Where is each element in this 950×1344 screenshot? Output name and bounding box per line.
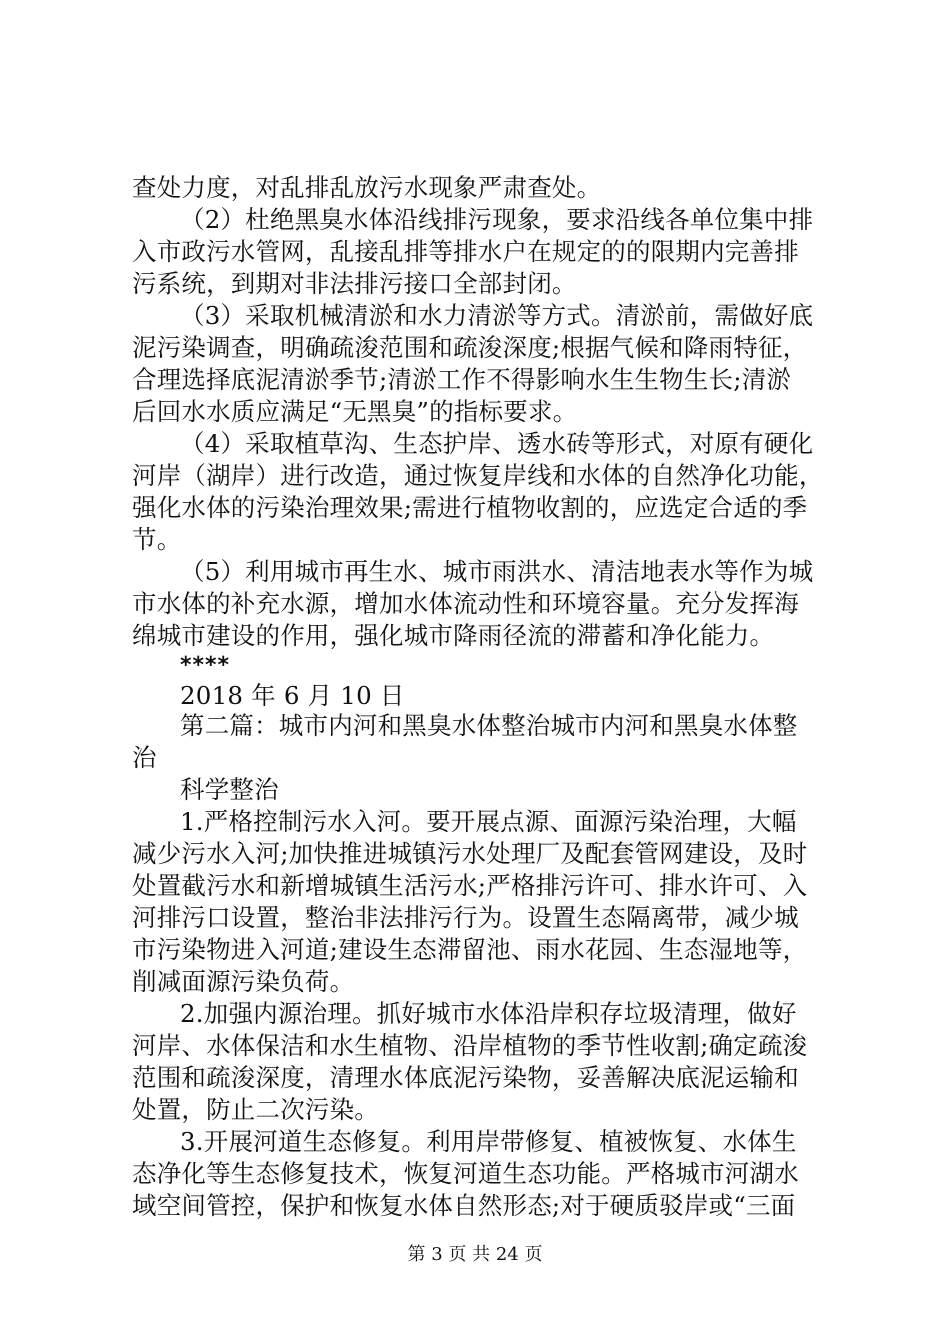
text-line: （3）采取机械清淤和水力清淤等方式。清淤前，需做好底 [180, 301, 814, 330]
text-line: 2.加强内源治理。抓好城市水体沿岸积存垃圾清理，做好 [180, 999, 797, 1028]
text-line: 绵城市建设的作用，强化城市降雨径流的滞蓄和净化能力。 [132, 621, 775, 650]
text-line: 削减面源污染负荷。 [132, 967, 355, 996]
text-line: 市水体的补充水源，增加水体流动性和环境容量。充分发挥海 [132, 589, 799, 618]
section-heading: 第二篇：城市内河和黑臭水体整治城市内河和黑臭水体整 [180, 711, 798, 740]
text-line: 后回水水质应满足“无黑臭”的指标要求。 [132, 397, 578, 426]
text-line: （2）杜绝黑臭水体沿线排污现象，要求沿线各单位集中排 [180, 205, 814, 234]
text-line: 市污染物进入河道;建设生态滞留池、雨水花园、生态湿地等， [132, 935, 808, 964]
section-heading-cont: 治 [132, 743, 157, 772]
text-line: 泥污染调查，明确疏浚范围和疏浚深度;根据气候和降雨特征， [132, 333, 808, 362]
text-line: 1.严格控制污水入河。要开展点源、面源污染治理，大幅 [180, 807, 797, 836]
signature-stars: **** [180, 653, 231, 678]
text-line: （5）利用城市再生水、城市雨洪水、清洁地表水等作为城 [180, 557, 814, 586]
text-line: 河岸（湖岸）进行改造，通过恢复岸线和水体的自然净化功能， [132, 461, 824, 490]
text-line: 范围和疏浚深度，清理水体底泥污染物，妥善解决底泥运输和 [132, 1063, 799, 1092]
text-line: 处置，防止二次污染。 [132, 1095, 379, 1124]
text-line: 3.开展河道生态修复。利用岸带修复、植被恢复、水体生 [180, 1127, 797, 1156]
text-line: 域空间管控，保护和恢复水体自然形态;对于硬质驳岸或“三面 [132, 1191, 796, 1220]
date-line: 2018 年 6 月 10 日 [180, 681, 405, 710]
subheading: 科学整治 [180, 775, 279, 804]
text-line: 节。 [132, 525, 182, 554]
text-line: 查处力度，对乱排乱放污水现象严肃查处。 [132, 173, 602, 202]
text-line: 污系统，到期对非法排污接口全部封闭。 [132, 269, 577, 298]
text-line: 强化水体的污染治理效果;需进行植物收割的，应选定合适的季 [132, 493, 808, 522]
page-number-footer: 第 3 页 共 24 页 [407, 1244, 543, 1265]
text-line: 河排污口设置，整治非法排污行为。设置生态隔离带，减少城 [132, 903, 799, 932]
text-line: 态净化等生态修复技术，恢复河道生态功能。严格城市河湖水 [132, 1159, 799, 1188]
text-line: （4）采取植草沟、生态护岸、透水砖等形式，对原有硬化 [180, 429, 814, 458]
text-line: 处置截污水和新增城镇生活污水;严格排污许可、排水许可、入 [132, 871, 808, 900]
text-line: 合理选择底泥清淤季节;清淤工作不得影响水生生物生长;清淤 [132, 365, 792, 394]
text-line: 减少污水入河;加快推进城镇污水处理厂及配套管网建设，及时 [132, 839, 808, 868]
text-line: 入市政污水管网，乱接乱排等排水户在规定的的限期内完善排 [132, 237, 799, 266]
text-line: 河岸、水体保洁和水生植物、沿岸植物的季节性收割;确定疏浚 [132, 1031, 808, 1060]
